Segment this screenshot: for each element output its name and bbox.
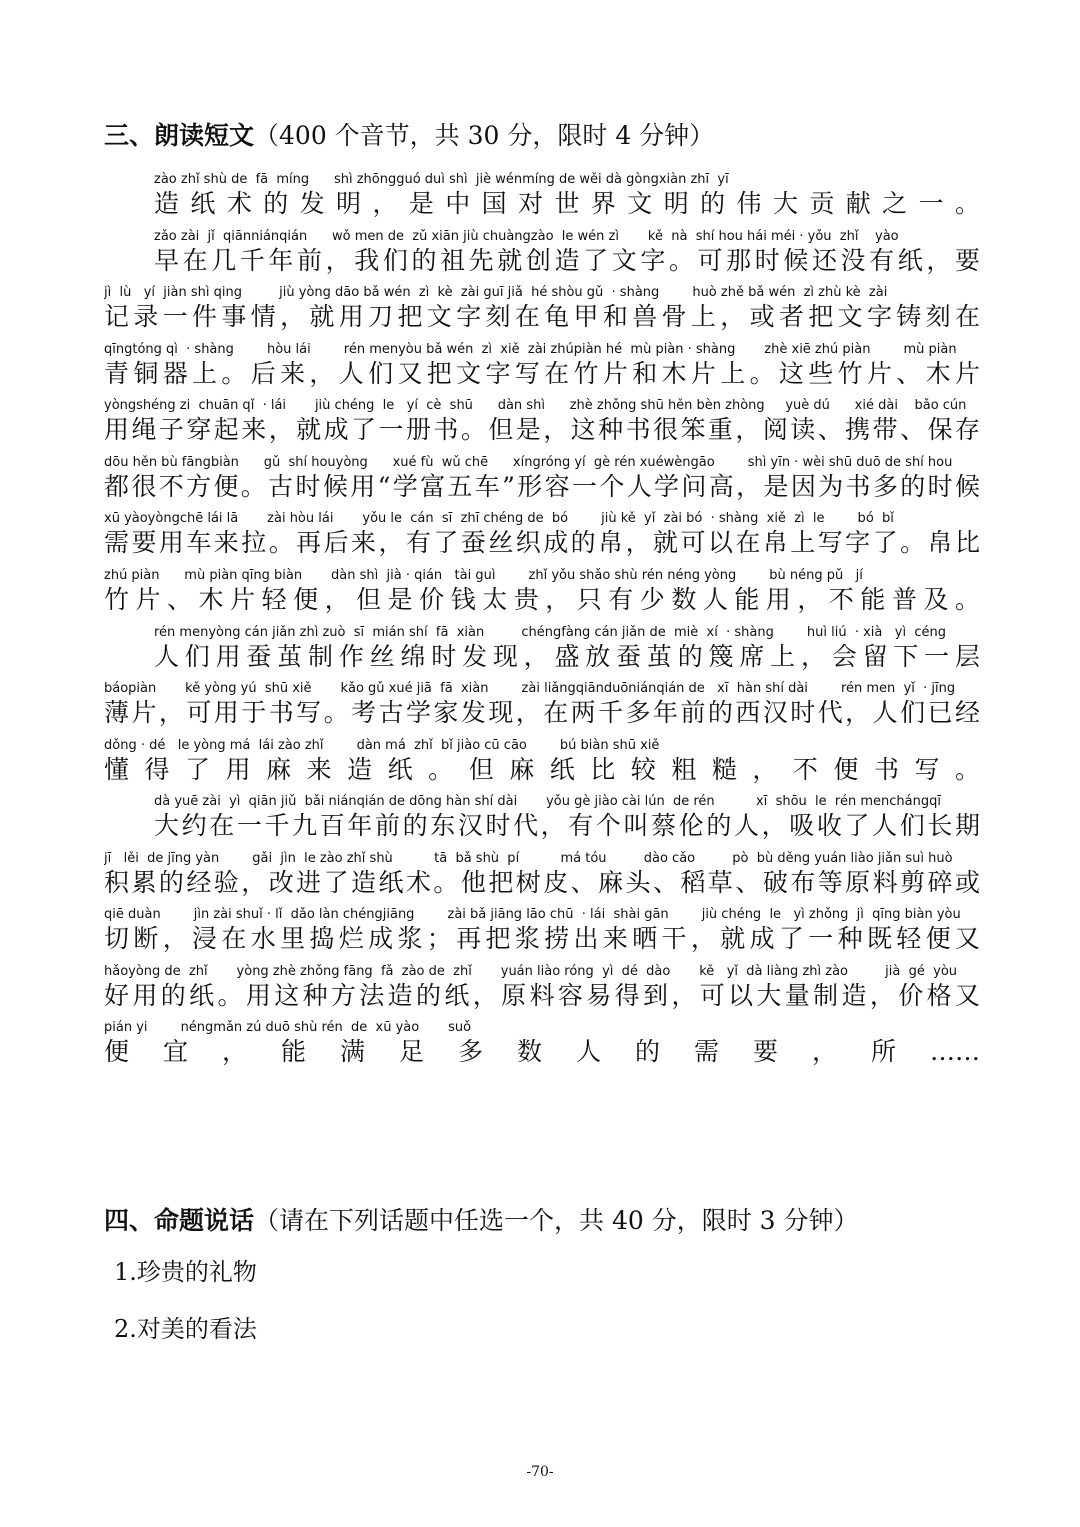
- passage-line: [104, 962, 980, 1018]
- passage-line: [104, 792, 980, 848]
- hanzi-line: 用绳子穿起来，就成了一册书。但是，这种书很笨重，阅读、携带、保存: [104, 415, 980, 444]
- passage-line: [104, 849, 980, 905]
- pinyin-line: zhú piàn mù piàn qīng biàn dàn shì jià · qián tài guì zhǐ yǒu shǎo shù rén néng yòng bù néng pǔ jí: [104, 568, 863, 583]
- pinyin-line: xū yàoyòngchē lái lā zài hòu lái yǒu le cán sī zhī chéng de bó jiù kě yǐ zài bó · shàng xiě zì le bó bǐ: [104, 511, 894, 526]
- pinyin-line: qīngtóng qì · shàng hòu lái rén menyòu bǎ wén zì xiě zài zhúpiàn hé mù piàn · shàng zhè xiē zhú piàn mù piàn: [104, 342, 957, 357]
- hanzi-line: 积累的经验，改进了造纸术。他把树皮、麻头、稻草、破布等原料剪碎或: [104, 868, 980, 897]
- section-4-title: 四、命题说话: [104, 1206, 255, 1235]
- passage-line: [104, 509, 980, 565]
- passage-line: [104, 453, 980, 509]
- topic-item: 1.珍贵的礼物: [114, 1258, 257, 1286]
- pinyin-line: báopiàn kě yòng yú shū xiě kǎo gǔ xué jiā fā xiàn zài liǎngqiānduōniánqián de xī hàn shí dài rén men yǐ · jīng: [104, 681, 956, 696]
- hanzi-line: 人们用蚕茧制作丝绵时发现，盛放蚕茧的篾席上，会留下一层: [154, 642, 980, 671]
- passage-line: [104, 283, 980, 339]
- passage-line: [104, 905, 980, 961]
- hanzi-line: 便宜，能满足多数人的需要，所……: [104, 1037, 980, 1066]
- pinyin-line: jì lù yí jiàn shì qing jiù yòng dāo bǎ wén zì kè zài guī jiǎ hé shòu gǔ · shàng huò zhě bǎ wén zì zhù kè zài: [104, 285, 888, 300]
- hanzi-line: 造纸术的发明，是中国对世界文明的伟大贡献之一。: [154, 189, 980, 218]
- passage-line: [104, 1018, 980, 1074]
- hanzi-line: 懂得了用麻来造纸。但麻纸比较粗糙，不便书写。: [104, 755, 980, 784]
- passage-line: [104, 679, 980, 735]
- hanzi-line: 早在几千年前，我们的祖先就创造了文字。可那时候还没有纸，要: [154, 246, 980, 275]
- pinyin-line: jī lěi de jīng yàn gǎi jìn le zào zhǐ shù tā bǎ shù pí má tóu dào cǎo pò bù děng yuán liào jiǎn suì huò: [104, 851, 953, 866]
- section-4-heading: [104, 1206, 859, 1237]
- pinyin-line: hǎoyòng de zhǐ yòng zhè zhǒng fāng fǎ zào de zhǐ yuán liào róng yì dé dào kě yǐ dà liàng zhì zào jià gé yòu: [104, 964, 958, 979]
- hanzi-line: 青铜器上。后来，人们又把文字写在竹片和木片上。这些竹片、木片: [104, 359, 980, 388]
- hanzi-line: 薄片，可用于书写。考古学家发现，在两千多年前的西汉时代，人们已经: [104, 698, 980, 727]
- pinyin-line: yòngshéng zi chuān qǐ · lái jiù chéng le yí cè shū dàn shì zhè zhǒng shū hěn bèn zhòng yuè dú xié dài bǎo cún: [104, 398, 967, 413]
- hanzi-line: 需要用车来拉。再后来，有了蚕丝织成的帛，就可以在帛上写字了。帛比: [104, 528, 980, 557]
- passage-line: [104, 340, 980, 396]
- pinyin-line: qiē duàn jìn zài shuǐ · lǐ dǎo làn chéngjiāng zài bǎ jiāng lāo chū · lái shài gān jiù chéng le yì zhǒng jì qīng biàn yòu: [104, 907, 961, 922]
- hanzi-line: 都很不方便。古时候用“学富五车”形容一个人学问高，是因为书多的时候: [104, 472, 980, 501]
- pinyin-line: dōu hěn bù fāngbiàn gǔ shí houyòng xué fù wǔ chē xíngróng yí gè rén xuéwèngāo shì yīn · wèi shū duō de shí hou: [104, 455, 953, 470]
- pinyin-line: rén menyòng cán jiǎn zhì zuò sī mián shí fā xiàn chéngfàng cán jiǎn de miè xí · shàng huì liú · xià yì céng: [154, 625, 946, 640]
- pinyin-line: zào zhǐ shù de fā míng shì zhōngguó duì shì jiè wénmíng de wěi dà gòngxiàn zhī yī: [154, 172, 729, 187]
- hanzi-line: 好用的纸。用这种方法造的纸，原料容易得到，可以大量制造，价格又: [104, 981, 980, 1010]
- section-3-title: 三、朗读短文: [104, 121, 255, 150]
- hanzi-line: 记录一件事情，就用刀把文字刻在龟甲和兽骨上，或者把文字铸刻在: [104, 302, 980, 331]
- pinyin-line: pián yi néngmǎn zú duō shù rén de xū yào suǒ: [104, 1020, 472, 1035]
- passage-line: [104, 623, 980, 679]
- passage-line: [104, 227, 980, 283]
- passage-line: [104, 736, 980, 792]
- hanzi-line: 切断，浸在水里捣烂成浆；再把浆捞出来晒干，就成了一种既轻便又: [104, 924, 980, 953]
- passage-line: [104, 170, 980, 226]
- pinyin-line: dǒng · dé le yòng má lái zào zhǐ dàn má zhǐ bǐ jiào cū cāo bú biàn shū xiě: [104, 738, 660, 753]
- hanzi-line: 大约在一千九百年前的东汉时代，有个叫蔡伦的人，吸收了人们长期: [154, 811, 980, 840]
- topic-item: 2.对美的看法: [114, 1315, 257, 1343]
- section-4-note: （请在下列话题中任选一个，共 40 分，限时 3 分钟）: [254, 1206, 859, 1235]
- passage-line: [104, 566, 980, 622]
- pinyin-line: dà yuē zài yì qiān jiǔ bǎi niánqián de dōng hàn shí dài yǒu gè jiào cài lún de rén xī shōu le rén menchángqī: [154, 794, 941, 809]
- passage-line: [104, 396, 980, 452]
- section-3-note: （400 个音节，共 30 分，限时 4 分钟）: [254, 121, 715, 150]
- hanzi-line: 竹片、木片轻便，但是价钱太贵，只有少数人能用，不能普及。: [104, 585, 980, 614]
- pinyin-line: zǎo zài jǐ qiānniánqián wǒ men de zǔ xiān jiù chuàngzào le wén zì kě nà shí hou hái méi · yǒu zhǐ yào: [154, 229, 899, 244]
- section-3-heading: [104, 121, 714, 152]
- page-number: -70-: [526, 1464, 554, 1480]
